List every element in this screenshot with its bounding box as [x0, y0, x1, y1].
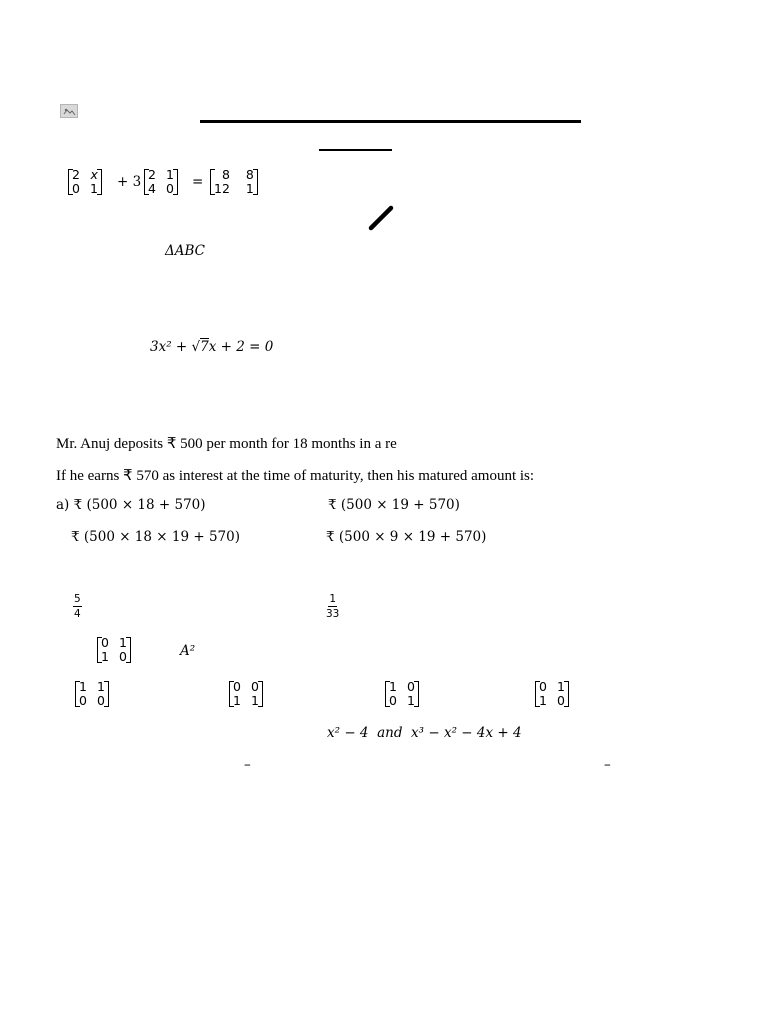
- matrix-option-1: [75, 680, 109, 708]
- matrix-cell: 1: [89, 181, 98, 196]
- matrix-cell: 0: [233, 679, 241, 694]
- matrix-cell: 0: [118, 649, 127, 664]
- option-b: ₹ (500 × 19 + 570): [328, 497, 460, 513]
- matrix-cell: 8: [221, 167, 230, 182]
- matrix-cell: 0: [406, 679, 415, 694]
- dash-left: –: [244, 757, 251, 773]
- matrix-cell: 0: [556, 693, 565, 708]
- matrix-cell: 0: [101, 635, 109, 650]
- matrix-cell: 1: [233, 693, 241, 708]
- header-subtitle-rule: [319, 149, 392, 151]
- option-a: a) ₹ (500 × 18 + 570): [56, 497, 206, 513]
- dash-right: –: [604, 757, 611, 773]
- image-placeholder-icon: [60, 104, 78, 118]
- matrix-cell: 2: [148, 167, 156, 182]
- fraction-five-fourths: [73, 593, 82, 620]
- plus-three: + 3: [117, 174, 142, 190]
- matrix-cell: 4: [148, 181, 156, 196]
- matrix-a: [97, 636, 131, 664]
- option-c: ₹ (500 × 18 × 19 + 570): [71, 529, 240, 545]
- triangle-label: ΔABC: [165, 243, 205, 259]
- polynomial-expression: x² − 4 and x³ − x² − 4x + 4: [327, 725, 522, 741]
- matrix-option-3: [385, 680, 419, 708]
- matrix-cell: 1: [389, 679, 397, 694]
- fraction-numerator: 1: [329, 593, 337, 605]
- matrix-cell: 0: [539, 679, 547, 694]
- deposit-question-line-2: If he earns ₹ 570 as interest at the time of maturity, then his matured amount is:: [56, 468, 535, 484]
- fraction-numerator: 5: [74, 593, 81, 605]
- quadratic-part-b: x + 2 = 0: [208, 339, 274, 355]
- matrix-option-4: [535, 680, 569, 708]
- matrix-2: [144, 168, 178, 196]
- a-squared-label: A²: [180, 643, 196, 659]
- option-d: ₹ (500 × 9 × 19 + 570): [326, 529, 487, 545]
- matrix-cell: 1: [165, 167, 174, 182]
- radicand: 7: [200, 339, 209, 355]
- matrix-cell: 0: [72, 181, 80, 196]
- header-title-rule: [200, 120, 581, 123]
- matrix-cell: 1: [556, 679, 565, 694]
- matrix-cell: 1: [118, 635, 127, 650]
- matrix-1: [68, 168, 102, 196]
- matrix-cell: x: [90, 167, 98, 182]
- matrix-cell: 0: [250, 679, 259, 694]
- fraction-one-thirtythird: [326, 593, 339, 620]
- matrix-cell: 1: [79, 679, 87, 694]
- matrix-option-2: [229, 680, 263, 708]
- matrix-cell: 1: [245, 181, 254, 196]
- matrix-cell: 0: [79, 693, 87, 708]
- matrix-cell: 8: [245, 167, 254, 182]
- deposit-question-line-1: Mr. Anuj deposits ₹ 500 per month for 18 months in a re: [56, 436, 397, 452]
- matrix-cell: 0: [165, 181, 174, 196]
- matrix-cell: 12: [214, 181, 230, 196]
- matrix-3: [210, 168, 258, 196]
- fraction-denominator: 4: [74, 608, 81, 620]
- matrix-cell: 1: [96, 679, 105, 694]
- quadratic-part-a: 3x² + √: [150, 339, 201, 355]
- matrix-cell: 0: [96, 693, 105, 708]
- matrix-cell: 0: [389, 693, 397, 708]
- matrix-cell: 1: [250, 693, 259, 708]
- pen-stroke-mark: [364, 202, 396, 234]
- matrix-cell: 2: [72, 167, 80, 182]
- fraction-denominator: 33: [326, 608, 340, 620]
- equals-sign: =: [192, 174, 204, 190]
- matrix-cell: 1: [101, 649, 109, 664]
- quadratic-equation: [150, 339, 273, 355]
- matrix-cell: 1: [406, 693, 415, 708]
- matrix-cell: 1: [539, 693, 547, 708]
